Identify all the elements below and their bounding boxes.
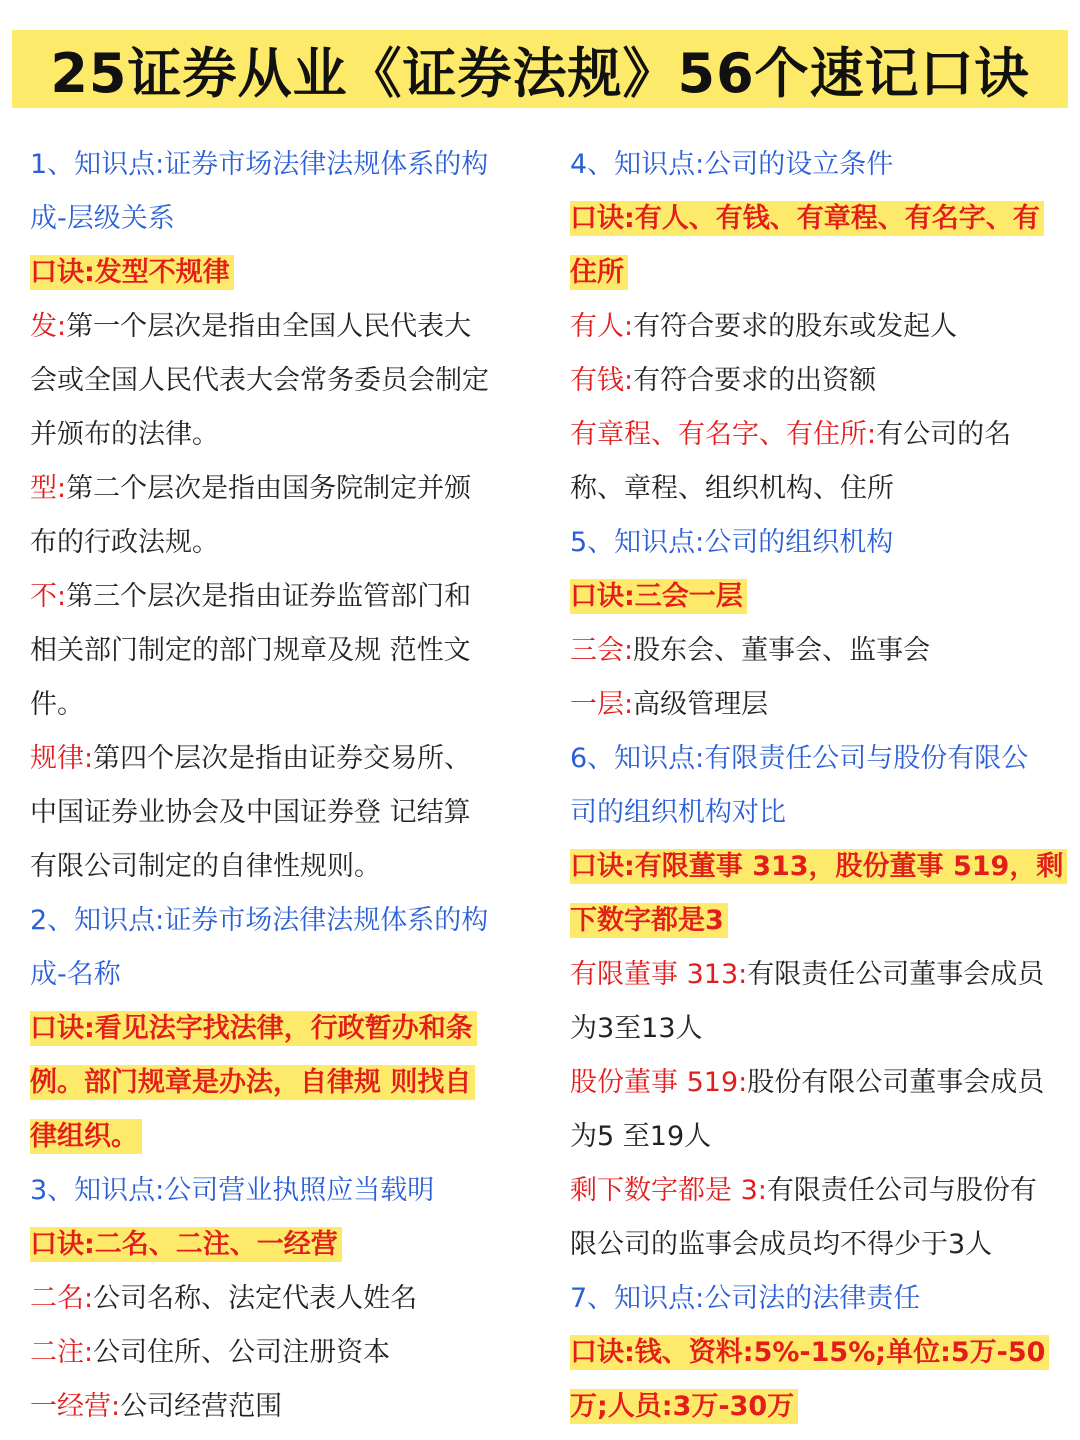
mnemonic-line (570, 246, 1070, 300)
term-description: 第一个层次是指由全国人民代表大 (66, 311, 472, 342)
mnemonic-text: 口诀:钱、资料:5%-15%;单位:5万-50 (570, 1335, 1049, 1370)
section-heading: 6、知识点:有限责任公司与股份有限公 (570, 743, 1029, 774)
section-heading: 3、知识点:公司营业执照应当载明 (30, 1175, 435, 1206)
term-label: 有钱: (570, 365, 634, 396)
term-description: 第二个层次是指由国务院制定并颁 (66, 473, 472, 504)
term-line (30, 732, 530, 786)
section-heading: 5、知识点:公司的组织机构 (570, 527, 894, 558)
term-description: 公司名称、法定代表人姓名 (93, 1283, 418, 1314)
section-heading: 成-层级关系 (30, 203, 175, 234)
term-description: 股东会、董事会、监事会 (633, 635, 931, 666)
term-label: 二注: (30, 1337, 94, 1368)
mnemonic-text: 口诀:有人、有钱、有章程、有名字、有 (570, 201, 1044, 236)
term-description: 公司住所、公司注册资本 (93, 1337, 391, 1368)
term-line (570, 354, 1070, 408)
body-text: 中国证券业协会及中国证券登 记结算 (30, 797, 471, 828)
term-description: 公司经营范围 (120, 1391, 283, 1422)
body-text: 为3至13人 (570, 1013, 703, 1044)
term-description: 有符合要求的出资额 (633, 365, 877, 396)
body-text: 称、章程、组织机构、住所 (570, 473, 894, 504)
mnemonic-line (570, 570, 1070, 624)
left-column (30, 138, 530, 1434)
mnemonic-line (570, 192, 1070, 246)
mnemonic-line (570, 1326, 1070, 1380)
term-description: 高级管理层 (633, 689, 769, 720)
section-heading: 7、知识点:公司法的法律责任 (570, 1283, 921, 1314)
term-label: 不: (30, 581, 67, 612)
term-line (570, 678, 1070, 732)
mnemonic-text: 律组织。 (30, 1119, 142, 1154)
term-label: 剩下数字都是 3: (570, 1175, 767, 1206)
right-column (570, 138, 1070, 1434)
term-description: 第四个层次是指由证券交易所、 (93, 743, 472, 774)
mnemonic-line (570, 1380, 1070, 1434)
mnemonic-line (30, 1056, 530, 1110)
mnemonic-line (30, 1002, 530, 1056)
term-description: 第三个层次是指由证券监管部门和 (66, 581, 472, 612)
term-description: 有符合要求的股东或发起人 (633, 311, 958, 342)
section-heading: 4、知识点:公司的设立条件 (570, 149, 894, 180)
body-text: 有限公司制定的自律性规则。 (30, 851, 381, 882)
body-text: 限公司的监事会成员均不得少于3人 (570, 1229, 993, 1260)
term-line (30, 300, 530, 354)
section-heading: 成-名称 (30, 959, 121, 990)
term-line (30, 462, 530, 516)
term-label: 发: (30, 311, 67, 342)
mnemonic-line (30, 1110, 530, 1164)
mnemonic-text: 口诀:看见法字找法律，行政暂办和条 (30, 1011, 477, 1046)
term-label: 型: (30, 473, 67, 504)
body-text: 相关部门制定的部门规章及规 范性文 (30, 635, 471, 666)
term-line (570, 408, 1070, 462)
title-banner (12, 30, 1068, 108)
term-description: 有限责任公司与股份有 (766, 1175, 1037, 1206)
body-text: 会或全国人民代表大会常务委员会制定 (30, 365, 489, 396)
section-heading: 司的组织机构对比 (570, 797, 786, 828)
mnemonic-text: 口诀:三会一层 (570, 579, 747, 614)
page-title: 25证券从业《证券法规》56个速记口诀 (50, 41, 1030, 105)
term-line (30, 570, 530, 624)
term-line (570, 624, 1070, 678)
term-label: 规律: (30, 743, 94, 774)
mnemonic-text: 万;人员:3万-30万 (570, 1389, 798, 1424)
body-text: 布的行政法规。 (30, 527, 219, 558)
term-line (30, 1380, 530, 1434)
mnemonic-text: 住所 (570, 255, 628, 290)
mnemonic-text: 口诀:发型不规律 (30, 255, 234, 290)
mnemonic-line (570, 894, 1070, 948)
mnemonic-text: 下数字都是3 (570, 903, 728, 938)
term-line (570, 948, 1070, 1002)
mnemonic-text: 口诀:有限董事 313，股份董事 519，剩 (570, 849, 1067, 884)
mnemonic-line (570, 840, 1070, 894)
term-line (30, 1272, 530, 1326)
term-label: 一经营: (30, 1391, 121, 1422)
section-heading: 1、知识点:证券市场法律法规体系的构 (30, 149, 489, 180)
term-label: 一层: (570, 689, 634, 720)
term-label: 有章程、有名字、有住所: (570, 419, 877, 450)
term-label: 有限董事 313: (570, 959, 748, 990)
term-description: 有限责任公司董事会成员 (747, 959, 1045, 990)
term-line (570, 1056, 1070, 1110)
mnemonic-line (30, 1218, 530, 1272)
mnemonic-line (30, 246, 530, 300)
term-line (570, 1164, 1070, 1218)
term-description: 有公司的名 (876, 419, 1012, 450)
term-description: 股份有限公司董事会成员 (747, 1067, 1045, 1098)
term-label: 股份董事 519: (570, 1067, 748, 1098)
body-text: 件。 (30, 689, 84, 720)
body-text: 并颁布的法律。 (30, 419, 219, 450)
term-line (570, 300, 1070, 354)
term-line (30, 1326, 530, 1380)
mnemonic-text: 例。部门规章是办法，自律规 则找自 (30, 1065, 475, 1100)
mnemonic-text: 口诀:二名、二注、一经营 (30, 1227, 342, 1262)
term-label: 有人: (570, 311, 634, 342)
body-text: 为5 至19人 (570, 1121, 712, 1152)
term-label: 二名: (30, 1283, 94, 1314)
section-heading: 2、知识点:证券市场法律法规体系的构 (30, 905, 489, 936)
term-label: 三会: (570, 635, 634, 666)
